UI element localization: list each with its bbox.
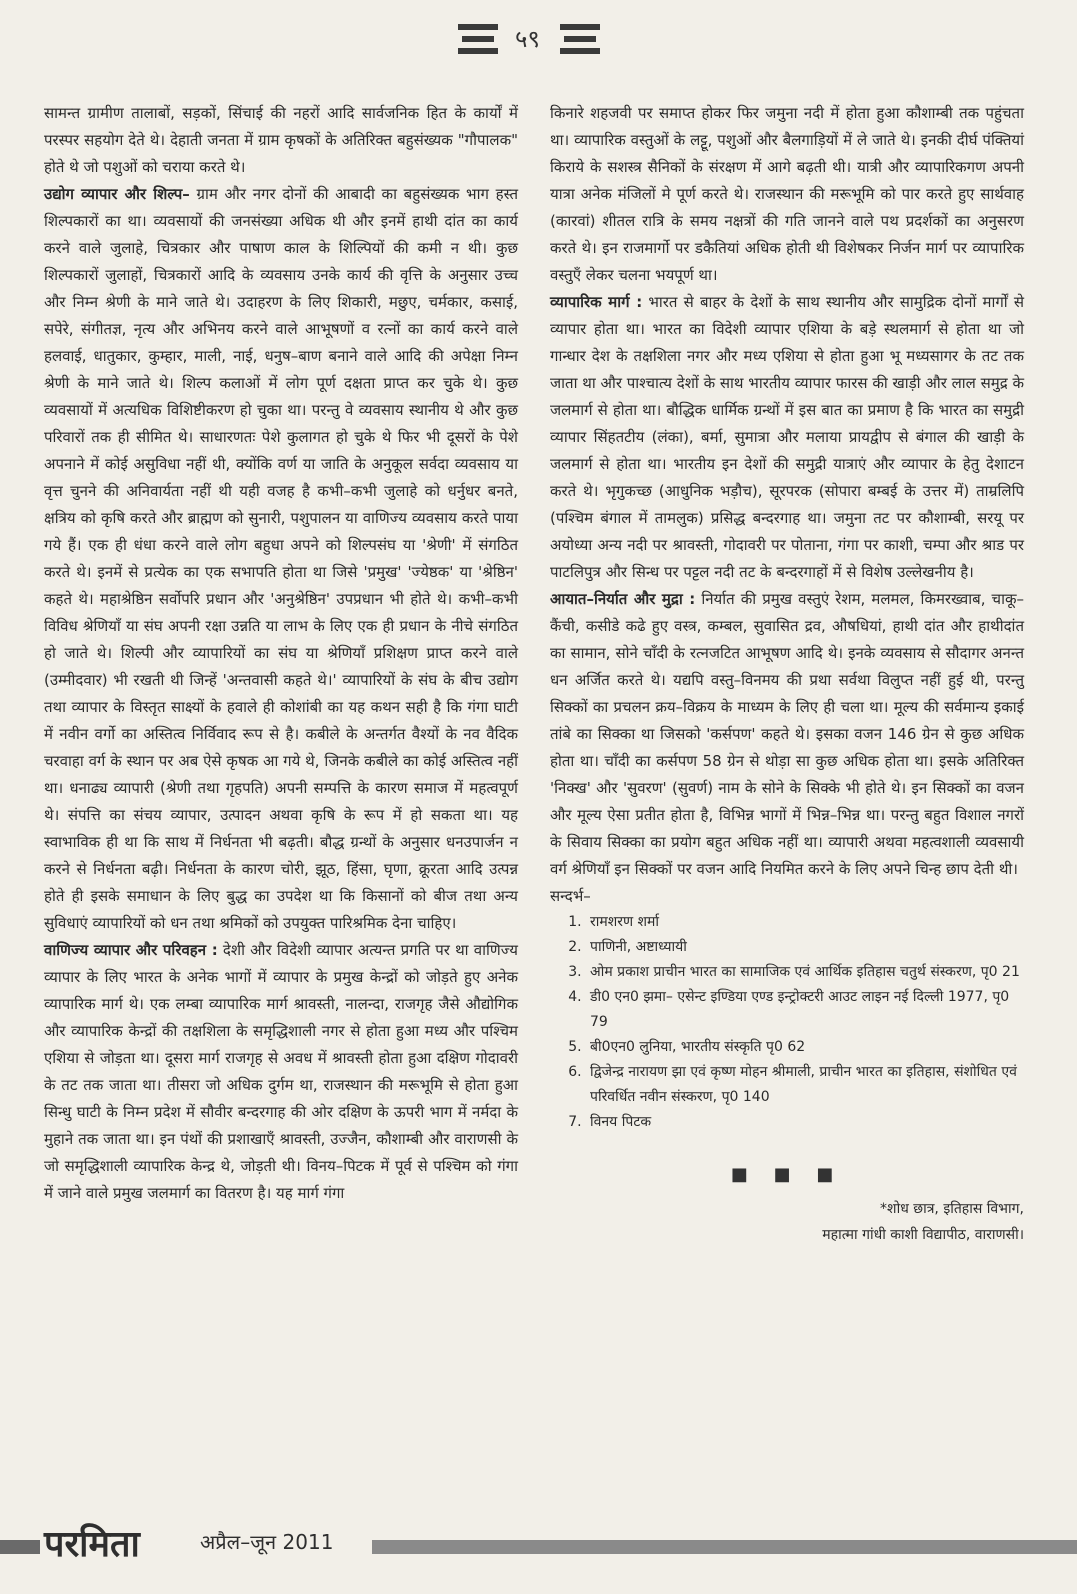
footer-bar	[372, 1540, 1077, 1554]
header-ornament-right	[560, 48, 600, 54]
author-affiliation	[550, 1196, 1024, 1248]
references-title: सन्दर्भ–	[550, 887, 591, 905]
header-ornament-right	[564, 36, 596, 42]
paragraph	[44, 181, 518, 937]
paragraph: किनारे शहजवी पर समाप्त होकर फिर जमुना नदी में होता हुआ कौशाम्बी तक पहुंचता था। व्यापारिक वस्तुओं के लट्टू, पशुओं और बैलगाड़ियों में ले जाते थे। इनकी दीर्घ पंक्तियां किराये के सशस्त्र सैनिकों के संरक्षण में आगे बढ़ती थी। यात्री और व्यापारिकगण अपनी यात्रा अनेक मंजिलों मे पूर्ण करते थे। राजस्थान की मरूभूमि को पार करते हुए सार्थवाह (कारवां) शीतल रात्रि के समय नक्षत्रों की गति जानने वाले पथ प्रदर्शकों का अनुसरण करते थे। इन राजमार्गो पर डकैतियां अधिक होती थी विशेषकर निर्जन मार्ग पर व्यापारिक वस्तुएँ लेकर चलना भयपूर्ण था।	[550, 104, 1024, 284]
right-column	[550, 100, 1024, 1248]
page-footer	[0, 1524, 1077, 1564]
paragraph-text: देशी और विदेशी व्यापार अत्यन्त प्रगति पर था वाणिज्य व्यापार के लिए भारत के अनेक भागों में व्यापार के प्रमुख केन्द्रों को जोड़ते हुए अनेक व्यापारिक मार्ग थे। एक लम्बा व्यापारिक मार्ग श्रावस्ती, नालन्दा, राजगृह जैसे औद्योगिक और व्यापारिक केन्द्रों की तक्षशिला के समृद्धिशाली नगर से होता हुआ मध्य और पश्चिम एशिया से जोड़ता था। दूसरा मार्ग राजगृह से अवध में श्रावस्ती होता हुआ दक्षिण गोदावरी के तट तक जाता था। तीसरा जो अधिक दुर्गम था, राजस्थान की मरूभूमि से होता हुआ सिन्धु घाटी के निम्न प्रदेश में सौवीर बन्दरगाह की ओर दक्षिण के ऊपरी भाग में नर्मदा के मुहाने तक जाता था। इन पंथों की प्रशाखाएँ श्रावस्ती, उज्जैन, कौशाम्बी और वाराणसी के जो समृद्धिशाली व्यापारिक केन्द्र थे, जोड़ती थी। विनय–पिटक में पूर्व से पश्चिम को गंगा में जाने वाले प्रमुख जलमार्ग का वितरण है। यह मार्ग गंगा	[44, 941, 518, 1202]
page-number: ५९	[515, 25, 540, 53]
author-line: *शोध छात्र, इतिहास विभाग,	[880, 1201, 1024, 1217]
section-heading: आयात–निर्यात और मुद्रा :	[550, 590, 696, 608]
reference-item: 5. बी0एन0 लुनिया, भारतीय संस्कृति पृ0 62	[586, 1035, 1024, 1060]
header-ornament-right	[560, 24, 600, 30]
reference-item: 6. द्विजेन्द्र नारायण झा एवं कृष्ण मोहन श्रीमाली, प्राचीन भारत का इतिहास, संशोधित एवं परिवर्धित नवीन संस्करण, पृ0 140	[586, 1060, 1024, 1110]
header-ornament-left	[458, 24, 498, 30]
paragraph-text: ग्राम और नगर दोनों की आबादी का बहुसंख्यक भाग हस्त शिल्पकारों का था। व्यवसायों की जनसंख्या अधिक थी और इनमें हाथी दांत का कार्य करने वाले जुलाहे, चित्रकार और पाषाण काल के शिल्पियों की कमी न थी। कुछ शिल्पकारों जुलाहों, चित्रकारों आदि के व्यवसाय उनके कार्य की वृत्ति के अनुसार उच्च और निम्न श्रेणी के माने जाते थे। उदाहरण के लिए शिकारी, मछुए, चर्मकार, कसाई, सपेरे, संगीतज्ञ, नृत्य और अभिनय करने वाले आभूषणों व रत्नों का कार्य करने वाले हलवाई, धातुकार, कुम्हार, माली, नाई, धनुष–बाण बनाने वाले आदि की अपेक्षा निम्न श्रेणी के माने जाते थे। शिल्प कलाओं में लोग पूर्ण दक्षता प्राप्त कर चुके थे। कुछ व्यवसायों में अत्यधिक विशिष्टीकरण हो चुका था। परन्तु वे व्यवसाय स्थानीय थे और कुछ परिवारों तक ही सीमित थे। साधारणतः पेशे कुलागत हो चुके थे फिर भी दूसरों के पेशे अपनाने में कोई असुविधा नहीं थी, क्योंकि वर्ण या जाति के अनुकूल सर्वदा व्यवसाय या वृत्त चुनने की अनिवार्यता नहीं थी यही वजह है कभी–कभी जुलाहे को धर्नुधर बनते, क्षत्रिय को कृषि करते और ब्राह्मण को सुनारी, पशुपालन या वाणिज्य व्यवसाय करते पाया गये हैं। एक ही धंधा करने वाले लोग बहुधा अपने को शिल्पसंघ या 'श्रेणी' में संगठित करते थे। इनमें से प्रत्येक का एक सभापति होता था जिसे 'प्रमुख' 'ज्येष्ठक' या 'श्रेष्ठिन' कहते थे। महाश्रेष्ठिन सर्वोपरि प्रधान और 'अनुश्रेष्ठिन' उपप्रधान भी होते थे। कभी–कभी विविध श्रेणियाँ या संघ अपनी रक्षा उन्नति या लाभ के लिए एक ही प्रधान के नीचे संगठित हो जाते थे। शिल्पी और व्यापारियों का संघ या श्रेणियाँ प्रशिक्षण प्राप्त करने वाले (उम्मीदवार) भी रखती थी जिन्हें 'अन्तवासी कहते थे।' व्यापारियों के संघ के बीच उद्योग तथा व्यापार के विस्तृत साक्ष्यों के हवाले ही कोशांबी का यह कथन सही है कि गंगा घाटी में नवीन वर्गो का अस्तित्व निर्विवाद रूप से है। कबीले के अन्तर्गत वैश्यों के नव वैदिक चरवाहा वर्ग के स्थान पर अब ऐसे कृषक आ गये थे, जिनके कबीले का कोई अस्तित्व नहीं था। धनाढ्य व्यापारी (श्रेणी तथा गृहपति) अपनी सम्पत्ति के कारण समाज में महत्वपूर्ण थे। संपत्ति का संचय व्यापार, उत्पादन अथवा कृषि के रूप में हो सकता था। यह स्वाभाविक ही था कि साथ में निर्धनता भी बढ़ती। बौद्ध ग्रन्थों के अनुसार धनउपार्जन न करने से निर्धनता बढ़ी। निर्धनता के कारण चोरी, झूठ, हिंसा, घृणा, क्रूरता आदि उत्पन्न होते ही इसके समाधान के लिए बुद्ध का उपदेश था कि किसानों को बीज तथा अन्य सुविधाएं व्यापारियों को धन तथा श्रमिकों को उपयुक्त पारिश्रमिक देना चाहिए।	[44, 185, 518, 932]
reference-item: 4. डी0 एन0 झमा– एसेन्ट इण्डिया एण्ड इन्ट्रोक्टरी आउट लाइन नई दिल्ली 1977, पृ0 79	[586, 985, 1024, 1035]
paragraph-text: भारत से बाहर के देशों के साथ स्थानीय और सामुद्रिक दोनों मार्गों से व्यापार होता था। भारत का विदेशी व्यापार एशिया के बड़े स्थलमार्ग से होता था जो गान्धार देश के तक्षशिला नगर और मध्य एशिया से होता हुआ भू मध्यसागर के तट तक जाता था और पाश्चात्य देशों के साथ भारतीय व्यापार फारस की खाड़ी और लाल समुद्र के जलमार्ग से होता था। बौद्धिक धार्मिक ग्रन्थों में इस बात का प्रमाण है कि भारत का समुद्री व्यापार सिंहतटीय (लंका), बर्मा, सुमात्रा और मलाया प्रायद्वीप से बंगाल की खाड़ी के जलमार्ग से होता था। भारतीय इन देशों की समुद्री यात्राएं और व्यापार के हेतु देशाटन करते थे। भृगुकच्छ (आधुनिक भड़ौच), सूरपरक (सोपारा बम्बई के उत्तर में) ताम्रलिपि (पश्चिम बंगाल में तामलुक) प्रसिद्ध बन्दरगाह था। जमुना तट पर कौशाम्बी, सरयू पर अयोध्या अन्य नदी पर श्रावस्ती, गोदावरी पर पोताना, गंगा पर काशी, चम्पा और श्राड पर पाटलिपुत्र और सिन्ध पर पट्टल नदी तट के बन्दरगाहों में से विशेष उल्लेखनीय है।	[550, 293, 1024, 581]
reference-item: 7. विनय पिटक	[586, 1110, 1024, 1135]
header-ornament-left	[458, 48, 498, 54]
issue-date: अप्रैल–जून 2011	[200, 1530, 334, 1554]
section-heading: उद्योग व्यापार और शिल्प–	[44, 185, 190, 203]
left-column	[44, 100, 518, 1207]
references-list	[550, 910, 1024, 1135]
paragraph: सामन्त ग्रामीण तालाबों, सड़कों, सिंचाई की नहरों आदि सार्वजनिक हित के कार्यों में परस्पर सहयोग देते थे। देहाती जनता में ग्राम कृषकों के अतिरिक्त बहुसंख्यक "गौपालक" होते थे जो पशुओं को चराया करते थे।	[44, 104, 518, 176]
author-line: महात्मा गांधी काशी विद्यापीठ, वाराणसी।	[822, 1227, 1024, 1243]
section-heading: व्यापारिक मार्ग :	[550, 293, 643, 311]
reference-item: 2. पाणिनी, अष्टाध्यायी	[586, 935, 1024, 960]
reference-item: 1. रामशरण शर्मा	[586, 910, 1024, 935]
paragraph	[44, 937, 518, 1207]
paragraph-text: निर्यात की प्रमुख वस्तुएं रेशम, मलमल, किमरख्वाब, चाकू–कैंची, कसीडे कढे हुए वस्त्र, कम्बल, सुवासित द्रव, औषधियां, हाथी दांत और हाथीदांत का सामान, सोने चाँदी के रत्नजटित आभूषण आदि थे। इनके व्यवसाय से सौदागर अनन्त धन अर्जित करते थे। यद्यपि वस्तु–विनमय की प्रथा सर्वथा विलुप्त नहीं हुई थी, परन्तु सिक्कों का प्रचलन क्रय–विक्रय के माध्यम के लिए ही चला था। मूल्य की सर्वमान्य इकाई तांबे का सिक्का था जिसको 'कर्सपण' कहते थे। इसका वजन 146 ग्रेन से कुछ अधिक होता था। चाँदी का कर्सपण 58 ग्रेन से थोड़ा सा कुछ अधिक होता था। इसके अतिरिक्त 'निक्ख' और 'सुवरण' (सुवर्ण) नाम के सोने के सिक्के भी होते थे। इन सिक्कों का वजन और मूल्य ऐसा प्रतीत होता है, विभिन्न भागों में भिन्न–भिन्न था। परन्तु बहुत विशाल नगरों के सिवाय सिक्का का प्रयोग बहुत अधिक नहीं था। व्यापारी अथवा महत्वशाली व्यवसायी वर्ग श्रेणियाँ इन सिक्कों पर वजन आदि नियमित करने के लिए अपने चिन्ह छाप देती थी।	[550, 590, 1024, 878]
header-ornament-left	[462, 36, 494, 42]
paragraph	[550, 289, 1024, 586]
section-end-ornament: ■ ■ ■	[730, 1164, 844, 1185]
magazine-title: परमिता	[44, 1524, 140, 1565]
section-heading: वाणिज्य व्यापार और परिवहन :	[44, 941, 218, 959]
reference-item: 3. ओम प्रकाश प्राचीन भारत का सामाजिक एवं आर्थिक इतिहास चतुर्थ संस्करण, पृ0 21	[586, 960, 1024, 985]
paragraph	[550, 586, 1024, 883]
footer-bar	[0, 1540, 40, 1554]
page-header	[0, 8, 1077, 58]
